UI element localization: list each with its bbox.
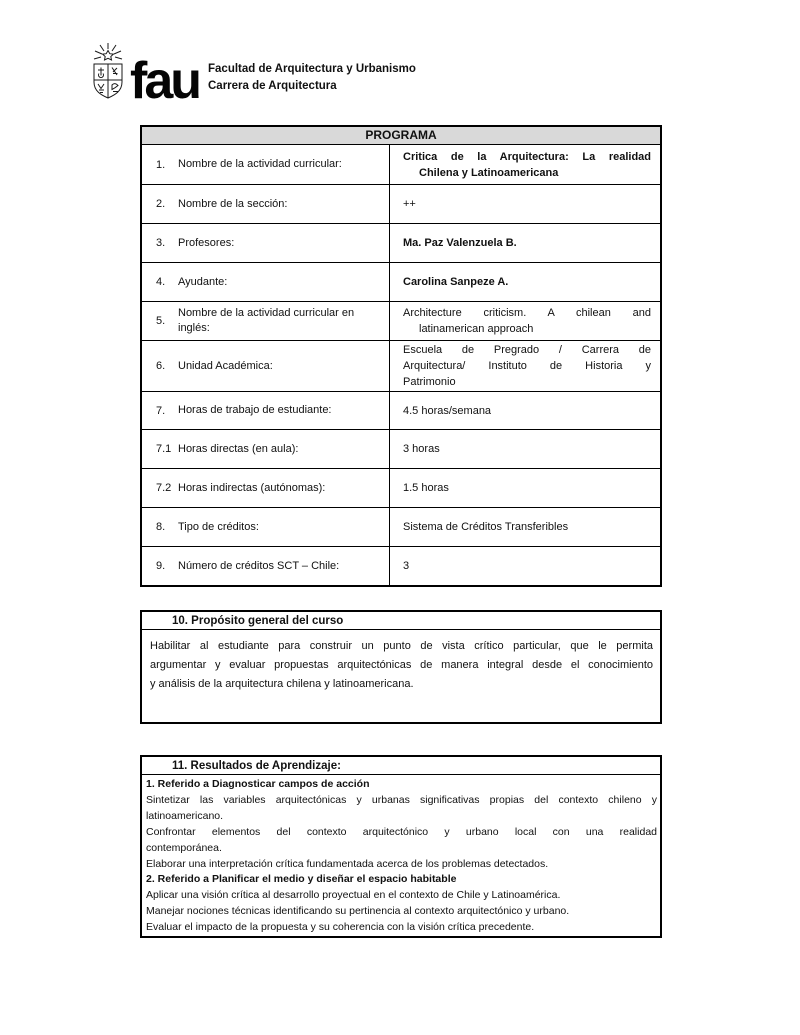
row-label-text: Horas directas (en aula): bbox=[178, 442, 299, 455]
row-value bbox=[390, 302, 660, 340]
value-text: 3 bbox=[403, 560, 410, 572]
table-row-9 bbox=[142, 546, 660, 585]
row-label bbox=[142, 392, 390, 429]
row-label-text: Nombre de la actividad curricular: bbox=[178, 158, 342, 170]
value-text: 1.5 horas bbox=[403, 482, 449, 494]
row-label bbox=[142, 263, 390, 301]
row-label bbox=[142, 302, 390, 340]
row-label bbox=[142, 508, 390, 546]
table-row-7-1 bbox=[142, 429, 660, 468]
table-row-5 bbox=[142, 301, 660, 340]
section-11-table bbox=[140, 755, 662, 938]
table-row-6 bbox=[142, 340, 660, 391]
value-line: Escuela de Pregrado / Carrera de bbox=[403, 344, 651, 356]
program-table-header: PROGRAMA bbox=[142, 127, 660, 144]
row-number: 8. bbox=[156, 521, 166, 533]
row-number: 1. bbox=[156, 158, 166, 171]
table-row-4 bbox=[142, 262, 660, 301]
table-row-7-2 bbox=[142, 468, 660, 507]
row-label bbox=[142, 469, 390, 507]
section-11-title: 11. Resultados de Aprendizaje: bbox=[142, 757, 660, 775]
row-number: 2. bbox=[156, 198, 166, 210]
row-value bbox=[390, 508, 660, 546]
body-line: 1. Referido a Diagnosticar campos de acción bbox=[146, 778, 370, 790]
row-label-text: Ayudante: bbox=[178, 275, 228, 288]
row-label-text: Número de créditos SCT – Chile: bbox=[178, 559, 340, 572]
faculty-name: Facultad de Arquitectura y Urbanismo bbox=[208, 63, 416, 75]
row-value bbox=[390, 341, 660, 391]
value-line: Arquitectura/ Instituto de Historia y bbox=[403, 360, 651, 372]
row-number: 7.1 bbox=[156, 443, 172, 455]
body-line: Aplicar una visión crítica al desarrollo proyectual en el contexto de Chile y Latinoamérica. bbox=[146, 889, 561, 902]
row-label-text: Nombre de la actividad curricular en inglés: bbox=[178, 307, 355, 334]
row-label-text: Profesores: bbox=[178, 236, 235, 249]
value-line: latinamerican approach bbox=[419, 323, 534, 335]
body-line: y análisis de la arquitectura chilena y latinoamericana. bbox=[150, 678, 414, 690]
value-text: Sistema de Créditos Transferibles bbox=[403, 521, 569, 533]
row-number: 7. bbox=[156, 404, 166, 417]
row-label bbox=[142, 341, 390, 391]
table-row-8 bbox=[142, 507, 660, 546]
section-10-title: 10. Propósito general del curso bbox=[142, 612, 660, 630]
career-name: Carrera de Arquitectura bbox=[208, 80, 337, 92]
body-line: Elaborar una interpretación crítica fundamentada acerca de los problemas detectados. bbox=[146, 857, 549, 870]
row-label-text: Unidad Académica: bbox=[178, 359, 273, 372]
row-label-text: Tipo de créditos: bbox=[178, 520, 259, 533]
body-line: Habilitar al estudiante para construir un punto de vista crítico particular, que le permita bbox=[150, 640, 653, 652]
section-10-body bbox=[142, 630, 660, 722]
value-text: Carolina Sanpeze A. bbox=[403, 276, 509, 288]
row-number: 9. bbox=[156, 560, 166, 572]
program-table bbox=[140, 125, 662, 587]
value-text: ++ bbox=[403, 198, 416, 210]
body-line: Sintetizar las variables arquitectónicas y urbanas significativas propias del contexto chileno y bbox=[146, 793, 657, 806]
row-number: 6. bbox=[156, 360, 166, 372]
row-value bbox=[390, 263, 660, 301]
row-label bbox=[142, 224, 390, 262]
row-label bbox=[142, 430, 390, 468]
body-line: Evaluar el impacto de la propuesta y su coherencia con la visión crítica precedente. bbox=[146, 921, 535, 934]
fau-logotype: fau bbox=[130, 52, 199, 111]
value-line: Critica de la Arquitectura: La realidad bbox=[403, 150, 651, 163]
row-label bbox=[142, 185, 390, 223]
body-line: Manejar nociones técnicas identificando su pertinencia al contexto arquitectónico y urbano. bbox=[146, 905, 570, 918]
row-number: 7.2 bbox=[156, 482, 172, 494]
row-value bbox=[390, 469, 660, 507]
body-line: Confrontar elementos del contexto arquitectónico y urbano local con una realidad bbox=[146, 825, 657, 838]
row-value bbox=[390, 185, 660, 223]
section-10-table bbox=[140, 610, 662, 724]
body-line: latinoamericano. bbox=[146, 809, 224, 822]
value-text: 3 horas bbox=[403, 443, 440, 455]
value-text: 4.5 horas/semana bbox=[403, 404, 492, 417]
table-row-3 bbox=[142, 223, 660, 262]
row-label-text: Nombre de la sección: bbox=[178, 197, 288, 210]
table-row-7 bbox=[142, 391, 660, 429]
value-line: Chilena y Latinoamericana bbox=[419, 166, 559, 179]
row-value bbox=[390, 547, 660, 585]
row-label bbox=[142, 145, 390, 184]
letterhead bbox=[88, 42, 416, 111]
value-text: Ma. Paz Valenzuela B. bbox=[403, 237, 517, 249]
row-number: 4. bbox=[156, 276, 166, 288]
value-line: Architecture criticism. A chilean and bbox=[403, 307, 651, 319]
row-value bbox=[390, 145, 660, 184]
table-row-1 bbox=[142, 144, 660, 184]
value-line: Patrimonio bbox=[403, 376, 456, 388]
row-number: 3. bbox=[156, 237, 166, 249]
row-label-text: Horas de trabajo de estudiante: bbox=[178, 404, 332, 416]
row-label-text: Horas indirectas (autónomas): bbox=[178, 481, 326, 494]
body-line: 2. Referido a Planificar el medio y diseñar el espacio habitable bbox=[146, 873, 457, 886]
section-11-body bbox=[142, 775, 660, 936]
row-label bbox=[142, 547, 390, 585]
row-value bbox=[390, 224, 660, 262]
row-value bbox=[390, 430, 660, 468]
body-line: argumentar y evaluar propuestas arquitectónicas de manera integral desde el conocimiento bbox=[150, 659, 653, 671]
university-crest-icon bbox=[88, 42, 128, 102]
letterhead-text bbox=[208, 61, 416, 102]
row-value bbox=[390, 392, 660, 429]
body-line: contemporánea. bbox=[146, 841, 222, 854]
row-number: 5. bbox=[156, 315, 166, 327]
table-row-2 bbox=[142, 184, 660, 223]
